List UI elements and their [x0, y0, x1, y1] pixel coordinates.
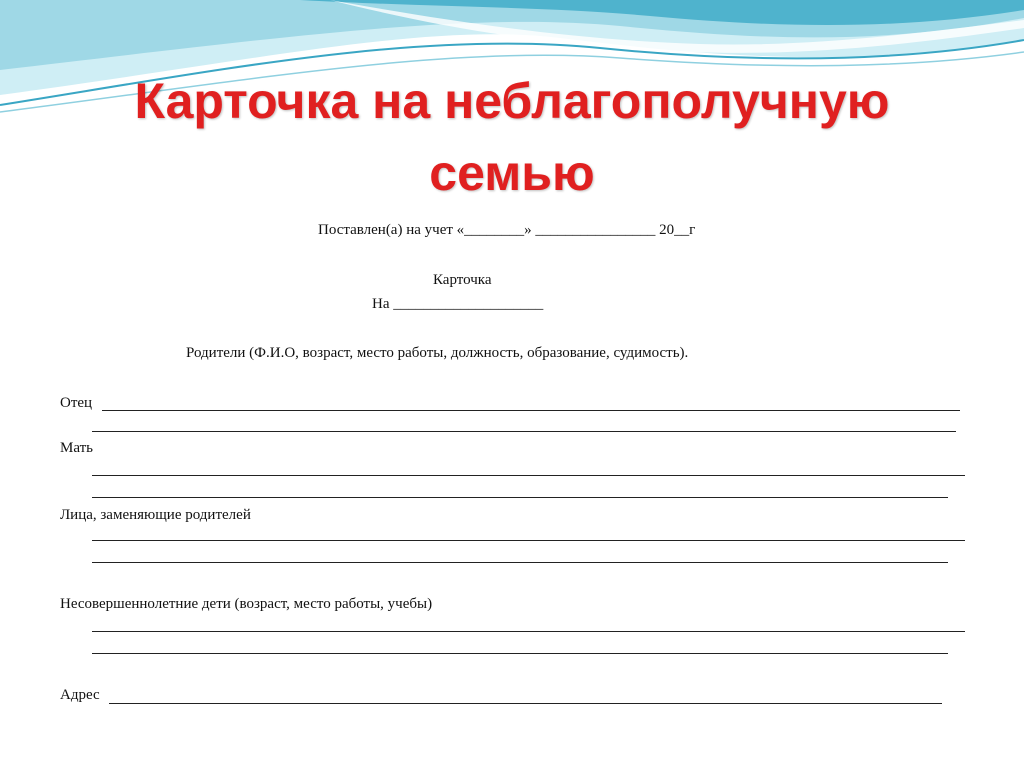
registered-line: Поставлен(а) на учет «________» ________________ 20__г [318, 222, 696, 238]
guardians-label: Лица, заменяющие родителей [60, 507, 251, 523]
father-line-1 [102, 410, 960, 411]
address-label: Адрес [60, 687, 100, 703]
page-title-line-2: семью [429, 145, 595, 201]
mother-line-1 [92, 475, 965, 476]
card-label: Карточка [433, 272, 492, 288]
on-label: На ____________________ [372, 296, 544, 312]
guardians-line-2 [92, 562, 948, 563]
page-title-line-1: Карточка на неблагополучную [134, 73, 890, 129]
father-line-2 [92, 431, 956, 432]
mother-line-2 [92, 497, 948, 498]
guardians-line-1 [92, 540, 965, 541]
minors-label: Несовершеннолетние дети (возраст, место работы, учебы) [60, 596, 433, 612]
minors-line-2 [92, 653, 948, 654]
parents-header: Родители (Ф.И.О, возраст, место работы, должность, образование, судимость). [186, 345, 689, 361]
address-line [109, 703, 942, 704]
minors-line-1 [92, 631, 965, 632]
mother-label: Мать [60, 440, 94, 456]
father-label: Отец [60, 395, 93, 411]
